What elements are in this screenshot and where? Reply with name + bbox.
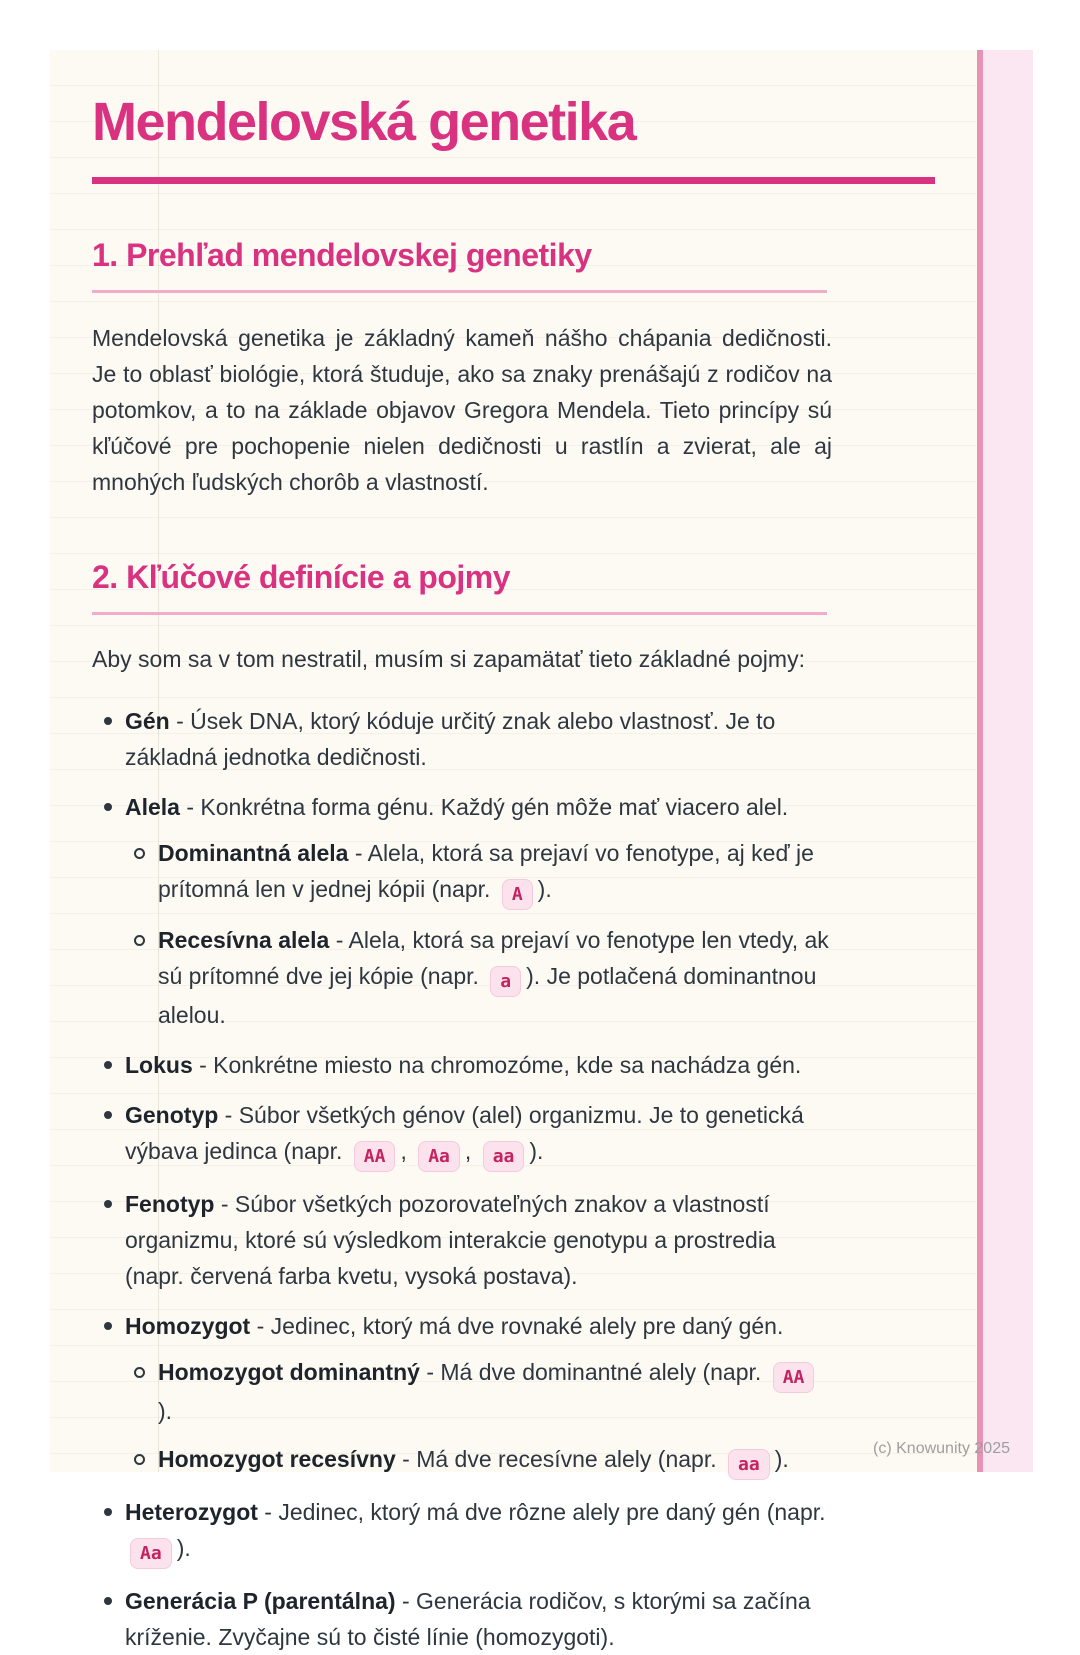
term-definition: ).	[529, 1138, 544, 1165]
section-1-heading: 1. Prehľad mendelovskej genetiky	[92, 236, 592, 273]
allele-badge: AA	[354, 1141, 396, 1172]
allele-badge: A	[502, 879, 533, 910]
term-item	[125, 703, 832, 775]
term-definition: ).	[537, 876, 552, 903]
sub-term-item	[158, 835, 832, 910]
term-definition: ).	[176, 1535, 191, 1562]
term-item	[125, 1308, 832, 1480]
right-accent-stripe	[977, 50, 1033, 1472]
term-definition: - Jedinec, ktorý má dve rôzne alely pre daný gén (napr.	[257, 1499, 826, 1526]
term-name: Generácia P (parentálna)	[125, 1588, 396, 1615]
term-name: Recesívna alela	[158, 927, 330, 954]
term-definition: - Úsek DNA, ktorý kóduje určitý znak alebo vlastnosť. Je to základná jednotka dedičnosti.	[125, 708, 776, 771]
term-name: Alela	[125, 794, 180, 821]
sub-terms-list	[125, 835, 832, 1033]
title-divider-rule	[92, 177, 935, 184]
term-name: Homozygot recesívny	[158, 1446, 396, 1473]
term-item	[125, 1097, 832, 1172]
term-name: Gén	[125, 708, 170, 735]
term-definition: ).	[774, 1446, 789, 1473]
term-definition: - Súbor všetkých génov (alel) organizmu. Je to genetická výbava jedinca (napr.	[125, 1102, 804, 1165]
term-definition: - Má dve dominantné alely (napr.	[419, 1359, 768, 1386]
sub-term-item	[158, 1441, 832, 1480]
term-definition: ,	[464, 1138, 478, 1165]
term-definition: - Jedinec, ktorý má dve rovnaké alely pre daný gén.	[250, 1313, 784, 1340]
copyright-note: (c) Knowunity 2025	[873, 1440, 1010, 1457]
sub-term-item	[158, 922, 832, 1033]
term-item	[125, 1494, 832, 1569]
section-1-paragraph: Mendelovská genetika je základný kameň nášho chápania dedičnosti. Je to oblasť biológie, ktorá študuje, ako sa znaky prenášajú z rodičov na potomkov, a to na základe objavov Gregora Mendela. Tieto princípy sú kľúčové pre pochopenie nielen dedičnosti u rastlín a zvierat, ale aj mnohých ľudských chorôb a vlastností.	[92, 324, 832, 495]
term-item	[125, 1047, 832, 1083]
term-name: Homozygot	[125, 1313, 251, 1340]
term-item	[125, 789, 832, 1033]
term-definition: ,	[400, 1138, 414, 1165]
term-item	[125, 1583, 832, 1655]
sub-term-item	[158, 1354, 832, 1429]
term-name: Homozygot dominantný	[158, 1359, 420, 1386]
term-definition: - Generácia rodičov, s ktorými sa začína kríženie. Zvyčajne sú to čisté línie (homozygoti).	[125, 1588, 811, 1651]
term-name: Genotyp	[125, 1102, 219, 1129]
term-definition: - Alela, ktorá sa prejaví vo fenotype len vtedy, ak sú prítomné dve jej kópie (napr.	[158, 927, 829, 990]
term-definition: - Súbor všetkých pozorovateľných znakov a vlastností organizmu, ktoré sú výsledkom interakcie genotypu a prostredia (napr. červená farba kvetu, vysoká postava).	[125, 1191, 776, 1290]
section-2-intro: Aby som sa v tom nestratil, musím si zapamätať tieto základné pojmy:	[92, 646, 805, 673]
section-2-underline	[92, 612, 827, 615]
allele-badge: AA	[773, 1362, 815, 1393]
term-item	[125, 1186, 832, 1294]
term-name: Heterozygot	[125, 1499, 258, 1526]
term-definition: - Má dve recesívne alely (napr.	[395, 1446, 724, 1473]
section-1-underline	[92, 290, 827, 293]
allele-badge: Aa	[130, 1538, 172, 1569]
terms-list	[92, 703, 832, 1655]
term-name: Lokus	[125, 1052, 193, 1079]
term-name: Fenotyp	[125, 1191, 215, 1218]
page-title: Mendelovská genetika	[92, 92, 636, 152]
allele-badge: Aa	[418, 1141, 460, 1172]
allele-badge: aa	[483, 1141, 525, 1172]
notes-page	[50, 50, 1033, 1651]
section-overview	[92, 238, 832, 500]
term-name: Dominantná alela	[158, 840, 349, 867]
section-definitions	[92, 560, 832, 1655]
term-definition: - Konkrétne miesto na chromozóme, kde sa nachádza gén.	[192, 1052, 802, 1079]
term-definition: ). Je potlačená dominantnou alelou.	[158, 963, 817, 1029]
term-definition: - Alela, ktorá sa prejaví vo fenotype, aj keď je prítomná len v jednej kópii (napr.	[158, 840, 814, 903]
sub-terms-list	[125, 1354, 832, 1480]
term-definition: - Konkrétna forma génu. Každý gén môže mať viacero alel.	[179, 794, 789, 821]
section-2-heading: 2. Kľúčové definície a pojmy	[92, 558, 511, 595]
page-content	[50, 50, 832, 1655]
term-definition: ).	[158, 1398, 173, 1425]
allele-badge: aa	[728, 1449, 770, 1480]
allele-badge: a	[490, 966, 521, 997]
